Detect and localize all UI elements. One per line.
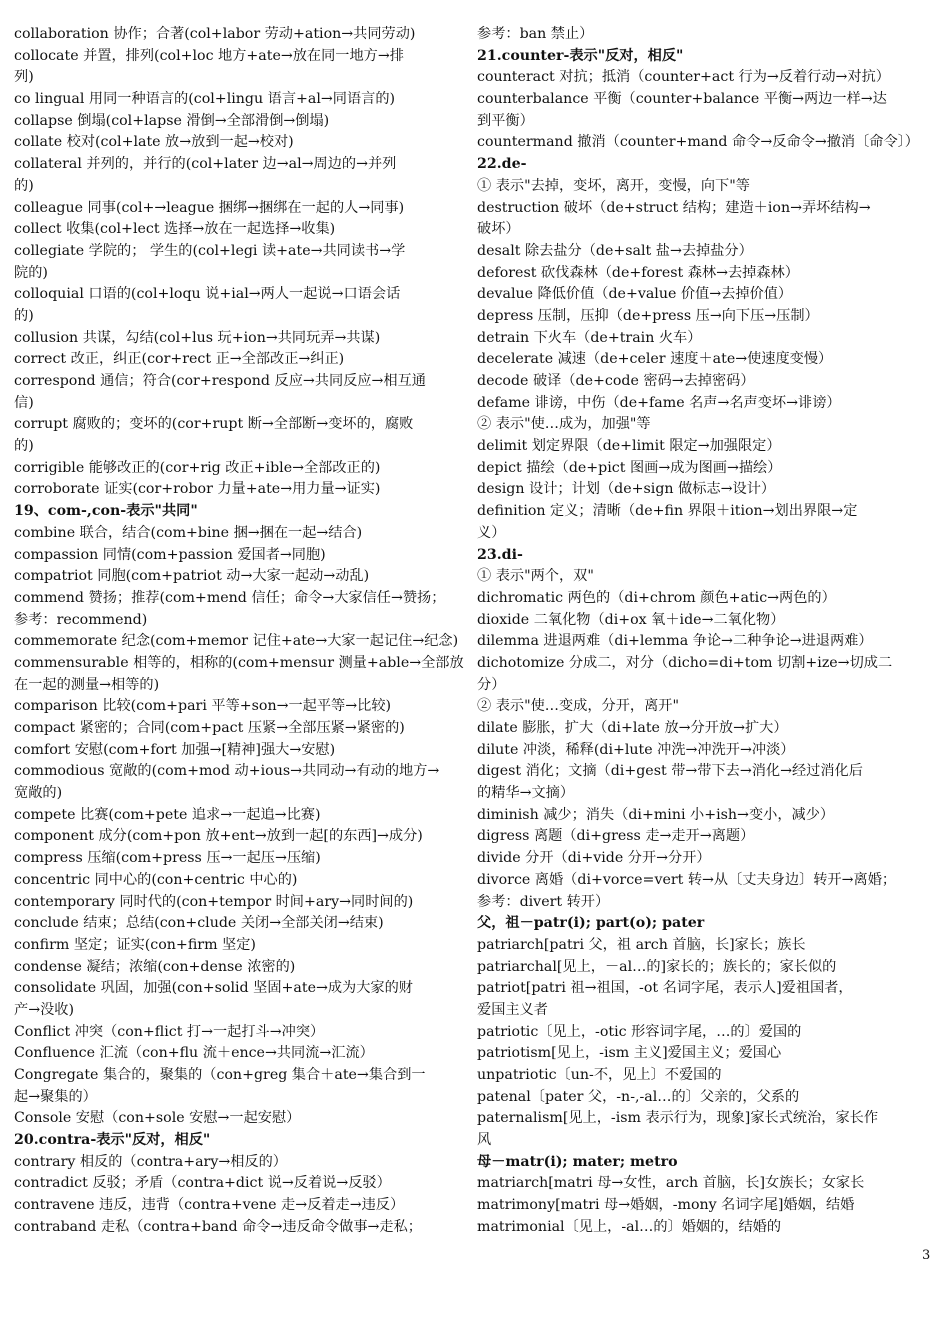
text-line: diminish 减少；消失（di+mini 小+ish→变小，减少） xyxy=(477,806,835,823)
text-line: 破坏） xyxy=(477,221,520,238)
text-line: contraband 走私（contra+band 命令→违反命令做事→走私； xyxy=(14,1218,422,1235)
text-line: collapse 倒塌(col+lapse 滑倒→全部滑倒→倒塌) xyxy=(14,112,330,129)
text-line: 爱国主义者 xyxy=(477,1001,548,1018)
text-line: 院的) xyxy=(14,264,48,281)
text-line: deforest 砍伐森林（de+forest 森林→去掉森林） xyxy=(477,264,799,281)
text-line: Console 安慰（con+sole 安慰→一起安慰） xyxy=(14,1110,301,1127)
section-heading: 母－matr(i); mater; metro xyxy=(477,1153,678,1170)
text-line: digest 消化；文摘（di+gest 带→带下去→消化→经过消化后 xyxy=(477,763,863,780)
text-line: 在一起的测量→相等的) xyxy=(14,676,160,693)
text-line: collocate 并置，排列(col+loc 地方+ate→放在同一地方→排 xyxy=(14,47,404,64)
text-line: 参考：recommend) xyxy=(14,611,148,628)
text-line: compassion 同情(com+passion 爱国者→同胞) xyxy=(14,546,326,563)
section-heading: 22.de- xyxy=(477,156,527,173)
text-line: collate 校对(col+late 放→放到一起→校对) xyxy=(14,134,294,151)
text-line: conclude 结束；总结(con+clude 关闭→全部关闭→结束) xyxy=(14,915,384,932)
text-line: collateral 并列的，并行的(col+later 边→al→周边的→并列 xyxy=(14,156,397,173)
text-line: co lingual 用同一种语言的(col+lingu 语言+al→同语言的) xyxy=(14,91,396,108)
text-line: 起→聚集的） xyxy=(14,1088,97,1105)
text-line: compress 压缩(com+press 压→一起压→压缩) xyxy=(14,850,321,867)
text-line: counterbalance 平衡（counter+balance 平衡→两边一样→达 xyxy=(477,91,887,108)
text-line: 参考：divert 转开） xyxy=(477,893,610,910)
text-line: component 成分(com+pon 放+ent→放到一起[的东西]→成分) xyxy=(14,828,423,845)
text-line: patenal〔pater 父，-n-,-al…的〕父亲的，父系的 xyxy=(477,1088,800,1105)
text-line: contravene 违反，违背（contra+vene 走→反着走→违反） xyxy=(14,1197,405,1214)
text-line: paternalism[见上，-ism 表示行为，现象]家长式统治，家长作 xyxy=(477,1110,879,1127)
text-line: commend 赞扬；推荐(com+mend 信任；命令→大家信任→赞扬； xyxy=(14,589,446,606)
text-line: collaboration 协作；合著(col+labor 劳动+ation→共同劳动) xyxy=(14,26,416,42)
text-line: compete 比赛(com+pete 追求→一起追→比赛) xyxy=(14,806,321,823)
text-line: detrain 下火车（de+train 火车） xyxy=(477,329,702,346)
text-line: correspond 通信；符合(cor+respond 反应→共同反应→相互通 xyxy=(14,373,426,389)
text-line: decelerate 减速（de+celer 速度＋ate→使速度变慢） xyxy=(477,351,833,368)
text-line: countermand 撤消（counter+mand 命令→反命令→撤消〔命令〕） xyxy=(477,134,919,151)
text-line: ② 表示"使…成为，加强"等 xyxy=(477,416,651,433)
text-line: defame 诽谤，中伤（de+fame 名声→名声变坏→诽谤） xyxy=(477,394,841,411)
text-line: matrimony[matri 母→婚姻，-mony 名词字尾]婚姻，结婚 xyxy=(477,1197,855,1214)
text-line: compact 紧密的；合同(com+pact 压紧→全部压紧→紧密的) xyxy=(14,720,405,736)
text-line: collegiate 学院的； 学生的(col+legi 读+ate→共同读书→学 xyxy=(14,242,406,259)
text-line: patriarchal[见上，－al…的]家长的；族长的；家长似的 xyxy=(477,958,837,975)
text-line: dioxide 二氧化物（di+ox 氧＋ide→二氧化物） xyxy=(477,611,785,628)
text-line: patriot[patri 祖→祖国，-ot 名词字尾，表示人]爱祖国者， xyxy=(477,980,853,997)
text-line: 的) xyxy=(14,307,34,324)
text-line: matrimonial〔见上，-al…的〕婚姻的，结婚的 xyxy=(477,1218,782,1235)
text-line: contradict 反驳；矛盾（contra+dict 说→反着说→反驳） xyxy=(14,1175,391,1192)
text-line: 到平衡） xyxy=(477,112,534,129)
text-line: delimit 划定界限（de+limit 限定→加强限定） xyxy=(477,438,781,455)
text-line: divide 分开（di+vide 分开→分开） xyxy=(477,850,711,867)
text-line: counteract 对抗；抵消（counter+act 行为→反着行动→对抗） xyxy=(477,69,890,86)
text-line: compatriot 同胞(com+patriot 动→大家一起动→动乱) xyxy=(14,568,370,585)
text-line: 的) xyxy=(14,438,34,455)
text-line: patriarch[patri 父，祖 arch 首脑，长]家长；族长 xyxy=(477,936,806,953)
left-column xyxy=(14,24,472,1239)
text-line: 列) xyxy=(14,69,34,86)
text-line: 风 xyxy=(477,1132,492,1149)
text-line: 参考：ban 禁止） xyxy=(477,26,594,42)
text-line: commensurable 相等的，相称的(com+mensur 测量+able→全部放 xyxy=(14,654,464,671)
section-heading: 23.di- xyxy=(477,546,523,563)
text-line: 的) xyxy=(14,177,34,194)
text-line: corroborate 证实(cor+robor 力量+ate→用力量→证实) xyxy=(14,481,381,498)
text-line: concentric 同中心的(con+centric 中心的) xyxy=(14,871,298,888)
text-line: dichromatic 两色的（di+chrom 颜色+atic→两色的） xyxy=(477,589,836,606)
text-line: consolidate 巩固，加强(con+solid 坚固+ate→成为大家的财 xyxy=(14,980,413,997)
text-line: correct 改正，纠正(cor+rect 正→全部改正→纠正) xyxy=(14,351,345,368)
text-line: corrupt 腐败的；变坏的(cor+rupt 断→全部断→变坏的，腐败 xyxy=(14,416,414,433)
text-line: patriotism[见上，-ism 主义]爱国主义；爱国心 xyxy=(477,1045,782,1062)
text-line: 的精华→文摘） xyxy=(477,785,575,802)
text-line: condense 凝结；浓缩(con+dense 浓密的) xyxy=(14,958,296,975)
text-line: design 设计；计划（de+sign 做标志→设计） xyxy=(477,481,776,498)
text-line: definition 定义；清晰（de+fin 界限＋ition→划出界限→定 xyxy=(477,503,858,520)
text-line: dilute 冲淡，稀释(di+lute 冲洗→冲洗开→冲淡） xyxy=(477,741,795,758)
text-line: comfort 安慰(com+fort 加强→[精神]强大→安慰) xyxy=(14,741,336,758)
text-line: collect 收集(col+lect 选择→放在一起选择→收集) xyxy=(14,221,336,238)
text-line: unpatriotic〔un-不，见上〕不爱国的 xyxy=(477,1067,722,1083)
text-line: dilate 膨胀，扩大（di+late 放→分开放→扩大） xyxy=(477,720,788,736)
text-line: colleague 同事(col+→league 捆绑→捆绑在一起的人→同事) xyxy=(14,199,405,216)
text-line: contemporary 同时代的(con+tempor 时间+ary→同时间的) xyxy=(14,893,414,910)
right-column xyxy=(477,24,933,1239)
text-line: 分） xyxy=(477,676,506,693)
text-line: commodious 宽敞的(com+mod 动+ious→共同动→有动的地方→ xyxy=(14,763,440,780)
text-line: ① 表示"去掉，变坏，离开，变慢，向下"等 xyxy=(477,177,750,194)
page-number: 3 xyxy=(922,1248,931,1263)
text-line: 信) xyxy=(14,394,34,411)
text-line: 产→没收) xyxy=(14,1001,74,1018)
text-line: confirm 坚定；证实(con+firm 坚定) xyxy=(14,936,256,953)
text-line: dilemma 进退两难（di+lemma 争论→二种争论→进退两难） xyxy=(477,633,873,650)
text-line: depress 压制，压抑（de+press 压→向下压→压制） xyxy=(477,307,819,324)
text-line: combine 联合，结合(com+bine 捆→捆在一起→结合) xyxy=(14,524,363,541)
text-line: contrary 相反的（contra+ary→相反的） xyxy=(14,1153,287,1170)
text-line: Conflict 冲突（con+flict 打→一起打斗→冲突） xyxy=(14,1023,325,1040)
text-line: 宽敞的) xyxy=(14,785,63,802)
text-line: corrigible 能够改正的(cor+rig 改正+ible→全部改正的) xyxy=(14,459,381,476)
text-line: Congregate 集合的，聚集的（con+greg 集合＋ate→集合到一 xyxy=(14,1067,426,1083)
text-line: 义） xyxy=(477,524,506,541)
text-line: dichotomize 分成二，对分（dicho=di+tom 切割+ize→切成二 xyxy=(477,654,893,671)
text-line: patriotic〔见上，-otic 形容词字尾，…的〕爱国的 xyxy=(477,1023,802,1040)
text-line: Confluence 汇流（con+flu 流＋ence→共同流→汇流） xyxy=(14,1045,374,1062)
text-line: ② 表示"使…变成，分开，离开" xyxy=(477,698,679,715)
text-line: colloquial 口语的(col+loqu 说+ial→两人一起说→口语会话 xyxy=(14,286,401,303)
text-line: depict 描绘（de+pict 图画→成为图画→描绘） xyxy=(477,459,782,476)
text-line: comparison 比较(com+pari 平等+son→一起平等→比较) xyxy=(14,698,392,715)
text-line: matriarch[matri 母→女性，arch 首脑，长]女族长；女家长 xyxy=(477,1175,865,1192)
section-heading: 19、com-,con-表示"共同" xyxy=(14,503,198,520)
text-line: divorce 离婚（di+vorce=vert 转→从〔丈夫身边〕转开→离婚； xyxy=(477,871,897,888)
section-heading: 父，祖－patr(i); part(o); pater xyxy=(477,915,705,932)
section-heading: 21.counter-表示"反对，相反" xyxy=(477,47,684,64)
text-line: ① 表示"两个，双" xyxy=(477,568,594,585)
text-line: decode 破译（de+code 密码→去掉密码） xyxy=(477,373,755,389)
text-line: collusion 共谋，勾结(col+lus 玩+ion→共同玩弄→共谋) xyxy=(14,329,381,346)
text-line: desalt 除去盐分（de+salt 盐→去掉盐分） xyxy=(477,242,753,259)
text-line: devalue 降低价值（de+value 价值→去掉价值） xyxy=(477,286,793,303)
section-heading: 20.contra-表示"反对，相反" xyxy=(14,1132,211,1149)
text-line: commemorate 纪念(com+memor 记住+ate→大家一起记住→纪念) xyxy=(14,633,459,650)
text-line: digress 离题（di+gress 走→走开→离题） xyxy=(477,828,755,845)
text-line: destruction 破坏（de+struct 结构；建造＋ion→弄坏结构→ xyxy=(477,199,871,216)
